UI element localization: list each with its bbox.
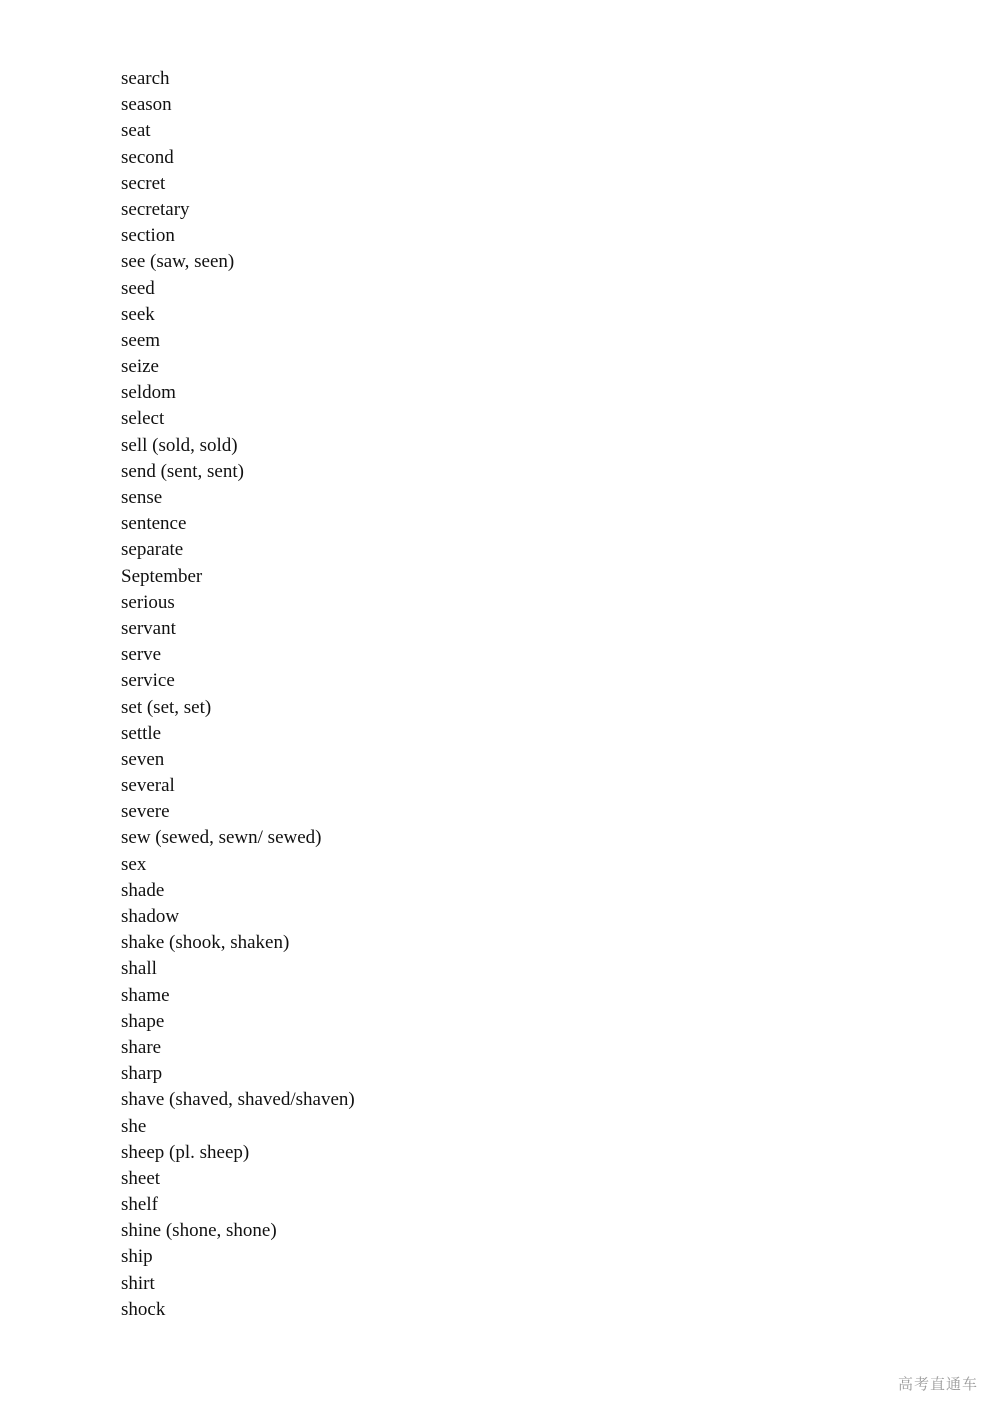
word-entry: send (sent, sent) [121,460,244,482]
word-entry: settle [121,722,162,744]
word-entry: sentence [121,513,187,535]
word-entry: severe [121,801,170,823]
word-entry: sheet [121,1167,161,1189]
word-entry: section [121,225,175,247]
word-entry: seat [121,120,151,142]
word-entry: sharp [121,1063,163,1085]
word-entry: she [121,1115,147,1137]
word-entry: seven [121,748,165,770]
word-entry: servant [121,617,176,639]
word-entry: shall [121,958,157,980]
word-entry: share [121,1036,162,1058]
word-entry: shirt [121,1272,155,1294]
word-entry: separate [121,539,184,561]
word-entry: shine (shone, shone) [121,1220,277,1242]
word-entry: see (saw, seen) [121,251,235,273]
word-entry: sell (sold, sold) [121,434,238,456]
word-entry: secret [121,172,166,194]
word-entry: shake (shook, shaken) [121,932,290,954]
word-entry: sense [121,487,163,508]
word-entry: shock [121,1298,166,1320]
word-entry: seize [121,356,159,378]
word-entry: shame [121,984,170,1006]
word-entry: serious [121,591,175,613]
word-entry: sew (sewed, sewn/ sewed) [121,827,322,849]
word-entry: shade [121,879,165,901]
word-entry: shelf [121,1194,158,1216]
word-entry: seed [121,277,155,299]
word-entry: sex [121,853,147,875]
word-entry: season [121,94,172,116]
word-entry: select [121,408,165,430]
word-entry: second [121,146,174,168]
watermark-text: 高考直通车 [897,1375,978,1393]
word-entry: seem [121,329,161,351]
word-entry: several [121,775,175,797]
word-entry: September [121,565,203,587]
word-entry: sheep (pl. sheep) [121,1141,250,1163]
word-entry: secretary [121,198,190,220]
word-entry: set (set, set) [121,696,212,718]
word-entry: shadow [121,906,180,927]
word-entry: search [121,68,170,89]
vocabulary-word-list [121,66,355,1323]
word-entry: shave (shaved, shaved/shaven) [121,1089,355,1111]
word-entry: seek [121,303,155,325]
word-entry: ship [121,1246,153,1268]
word-entry: serve [121,644,162,666]
word-entry: seldom [121,382,176,404]
word-entry: shape [121,1010,165,1032]
word-entry: service [121,670,175,692]
